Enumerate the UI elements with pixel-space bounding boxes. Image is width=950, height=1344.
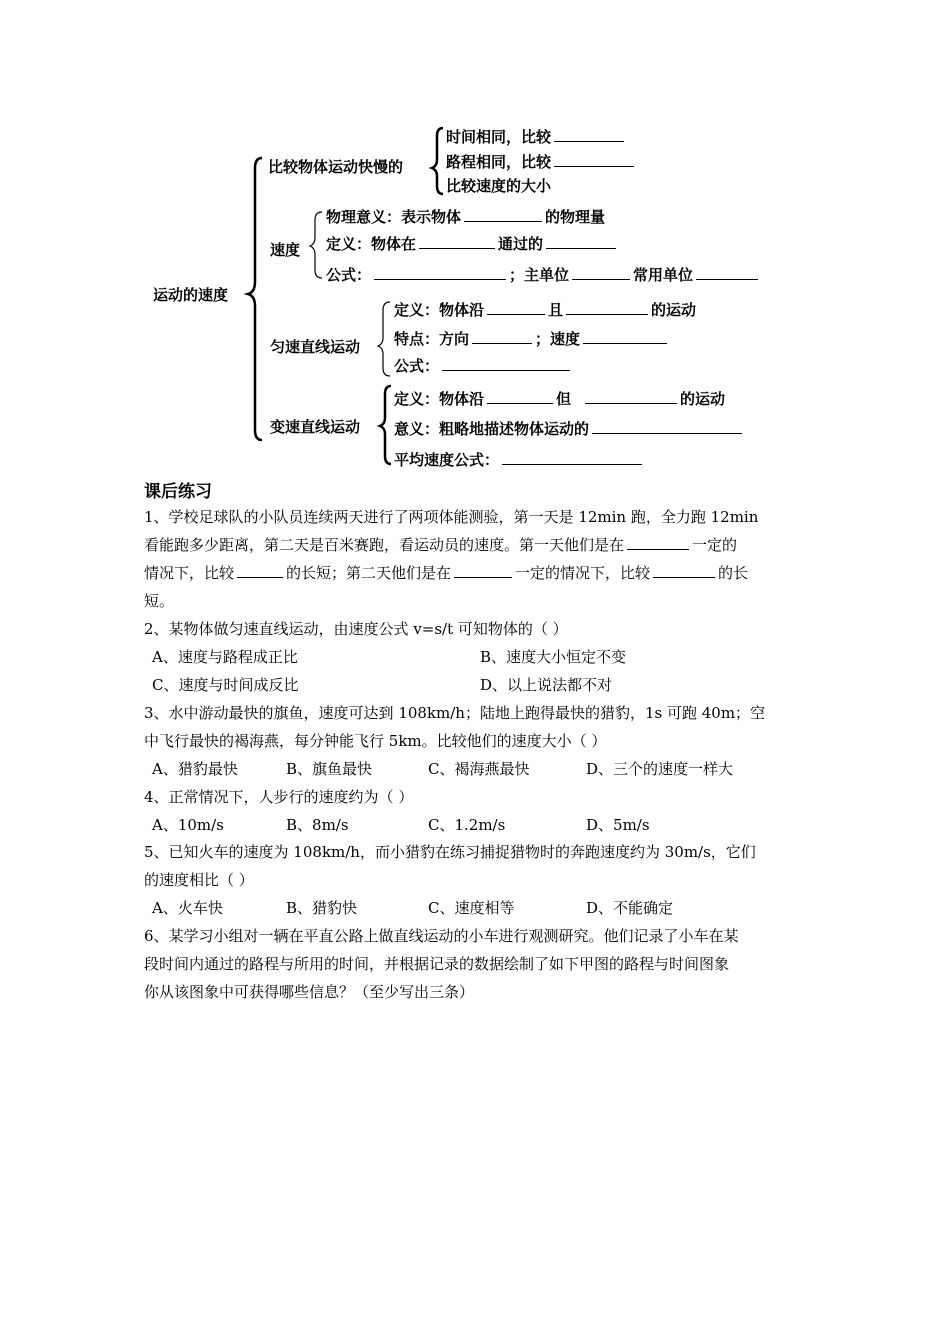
q5-line2: 的速度相比（ ） — [144, 871, 254, 889]
q5-line1: 5、已知火车的速度为 108km/h，而小猎豹在练习捕捉猎物时的奔跑速度约为 30m/s，它们 — [144, 843, 756, 861]
q2-stem: 2、某物体做匀速直线运动，由速度公式 v=s/t 可知物体的（ ） — [144, 620, 568, 638]
q3-line1: 3、水中游动最快的旗鱼，速度可达到 108km/h；陆地上跑得最快的猎豹，1s 可跑 40m；空 — [144, 704, 766, 722]
exercises-heading: 课后练习 — [144, 482, 212, 502]
branch-uniform-label: 匀速直线运动 — [270, 338, 361, 356]
q6-line2: 段时间内通过的路程与所用的时间，并根据记录的数据绘制了如下甲图的路程与时间图象 — [144, 955, 730, 973]
mindmap-root: 运动的速度 — [153, 286, 229, 304]
q6-line3: 你从该图象中可获得哪些信息？（至少写出三条） — [144, 983, 475, 1001]
q1-line4: 短。 — [144, 592, 175, 610]
branch-compare-label: 比较物体运动快慢的 — [268, 158, 404, 176]
speed-formula: 公式： ；主单位 常用单位 — [326, 265, 761, 284]
q1-line2: 看能跑多少距离，第二天是百米赛跑，看运动员的速度。第一天他们是在 一定的 — [144, 536, 738, 554]
variable-meaning: 意义：粗略地描述物体运动的 — [394, 419, 745, 438]
branch-speed-label: 速度 — [270, 241, 301, 259]
speed-meaning: 物理意义：表示物体 的物理量 — [326, 208, 606, 226]
variable-definition: 定义：物体沿 但 的运动 — [394, 390, 726, 408]
q2-option-d: D、以上说法都不对 — [480, 676, 613, 694]
compare-item-distance: 路程相同，比较 — [446, 152, 637, 171]
q2-option-a: A、速度与路程成正比 — [152, 648, 298, 666]
uniform-formula: 公式： — [394, 356, 573, 375]
compare-item-speed: 比较速度的大小 — [446, 177, 552, 195]
q5-option-a: A、火车快 — [152, 899, 223, 917]
q3-option-d: D、三个的速度一样大 — [586, 760, 734, 778]
q4-stem: 4、正常情况下，人步行的速度约为（ ） — [144, 788, 414, 806]
q3-line2: 中飞行最快的褐海燕，每分钟能飞行 5km。比较他们的速度大小（ ） — [144, 732, 607, 750]
q1-line3: 情况下，比较 的长短；第二天他们是在 一定的情况下，比较 的长 — [144, 564, 749, 582]
q5-option-c: C、速度相等 — [428, 899, 515, 917]
q2-option-c: C、速度与时间成反比 — [152, 676, 299, 694]
q4-option-b: B、8m/s — [286, 816, 349, 834]
q5-option-d: D、不能确定 — [586, 899, 674, 917]
q3-option-c: C、褐海燕最快 — [428, 760, 530, 778]
variable-avg-formula: 平均速度公式： — [394, 450, 645, 469]
uniform-definition: 定义：物体沿 且 的运动 — [394, 301, 697, 319]
uniform-feature: 特点：方向 ；速度 — [394, 329, 670, 348]
q4-option-c: C、1.2m/s — [428, 816, 506, 834]
q6-line1: 6、某学习小组对一辆在平直公路上做直线运动的小车进行观测研究。他们记录了小车在某 — [144, 927, 739, 945]
q1-line1: 1、学校足球队的小队员连续两天进行了两项体能测验，第一天是 12min 跑，全力跑 12min — [144, 508, 759, 526]
q5-option-b: B、猎豹快 — [286, 899, 358, 917]
q4-option-d: D、5m/s — [586, 816, 650, 834]
compare-item-time: 时间相同，比较 — [446, 127, 627, 146]
q3-option-b: B、旗鱼最快 — [286, 760, 373, 778]
q2-option-b: B、速度大小恒定不变 — [480, 648, 627, 666]
branch-variable-label: 变速直线运动 — [270, 418, 361, 436]
q4-option-a: A、10m/s — [152, 816, 224, 834]
speed-definition: 定义：物体在 通过的 — [326, 234, 619, 253]
q3-option-a: A、猎豹最快 — [152, 760, 238, 778]
